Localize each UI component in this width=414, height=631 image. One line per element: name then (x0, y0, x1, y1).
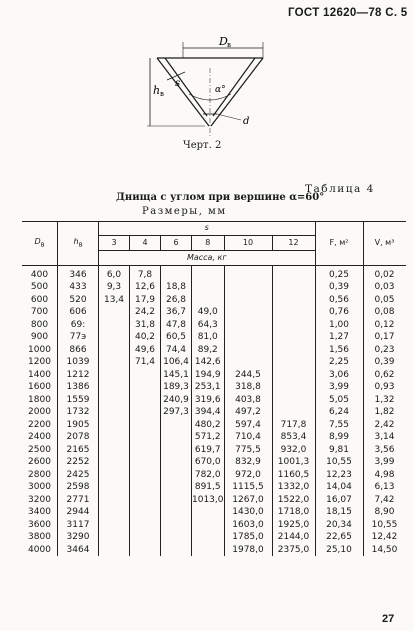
header-s-4: 4 (130, 235, 161, 250)
cell-mass (99, 469, 130, 482)
cell-mass: 142,6 (192, 356, 225, 369)
cell-mass (161, 444, 192, 457)
cell-mass: 12,6 (130, 281, 161, 294)
table-row (22, 506, 406, 519)
cell-mass: 497,2 (224, 406, 272, 419)
cell-hb: 520 (58, 294, 99, 307)
header-s: s (99, 222, 316, 236)
cell-mass (130, 419, 161, 432)
cell-mass (161, 469, 192, 482)
cell-mass (192, 281, 225, 294)
cell-mass (224, 281, 272, 294)
cell-mass (161, 419, 192, 432)
cell-f: 3,99 (315, 381, 363, 394)
cell-db: 600 (30, 294, 49, 305)
cell-mass: 619,7 (192, 444, 225, 457)
cell-v: 1,82 (363, 406, 406, 419)
cell-mass (272, 356, 315, 369)
cell-mass: 319,6 (192, 394, 225, 407)
cell-mass (130, 369, 161, 382)
cell-mass: 74,4 (161, 344, 192, 357)
cell-mass: 1160,5 (272, 469, 315, 482)
cell-f: 5,05 (315, 394, 363, 407)
cell-mass (272, 306, 315, 319)
cell-mass: 853,4 (272, 431, 315, 444)
cell-v: 0,93 (363, 381, 406, 394)
cell-mass (192, 519, 225, 532)
cell-mass (99, 369, 130, 382)
cell-mass (192, 294, 225, 307)
cell-db: 4000 (28, 544, 51, 555)
cell-mass: 891,5 (192, 481, 225, 494)
document-reference: ГОСТ 12620—78 С. 5 (288, 7, 408, 19)
cell-mass: 480,2 (192, 419, 225, 432)
cell-mass: 13,4 (99, 294, 130, 307)
cell-hb: 3117 (58, 519, 99, 532)
cell-hb: 1386 (58, 381, 99, 394)
cell-f: 3,06 (315, 369, 363, 382)
cell-mass: 775,5 (224, 444, 272, 457)
cell-v: 0,05 (363, 294, 406, 307)
cell-mass (130, 506, 161, 519)
cell-hb: 346 (58, 265, 99, 281)
cell-mass: 145,1 (161, 369, 192, 382)
cell-f: 12,23 (315, 469, 363, 482)
cell-mass: 26,8 (161, 294, 192, 307)
cell-mass: 9,3 (99, 281, 130, 294)
cell-v: 14,50 (363, 544, 406, 557)
cell-mass: 1115,5 (224, 481, 272, 494)
cell-db: 3000 (28, 482, 51, 493)
cell-hb: 1559 (58, 394, 99, 407)
cell-mass: 17,9 (130, 294, 161, 307)
cell-f: 0,76 (315, 306, 363, 319)
cell-db: 800 (30, 319, 49, 330)
cell-mass: 932,0 (272, 444, 315, 457)
cell-db: 400 (30, 269, 49, 280)
cell-mass (99, 381, 130, 394)
cell-mass (224, 331, 272, 344)
cell-mass: 194,9 (192, 369, 225, 382)
cell-mass (130, 444, 161, 457)
cell-mass (224, 294, 272, 307)
table-row (22, 319, 406, 332)
cell-mass (272, 344, 315, 357)
cell-f: 9,81 (315, 444, 363, 457)
cell-mass: 1925,0 (272, 519, 315, 532)
cell-mass: 972,0 (224, 469, 272, 482)
cell-db: 1800 (28, 394, 51, 405)
cell-v: 0,39 (363, 356, 406, 369)
cell-mass: 571,2 (192, 431, 225, 444)
header-hb: $h_в$ (58, 222, 99, 266)
table-row (22, 306, 406, 319)
table-row (22, 531, 406, 544)
cell-v: 7,42 (363, 494, 406, 507)
cell-mass (224, 356, 272, 369)
table-row (22, 294, 406, 307)
cell-mass: 1430,0 (224, 506, 272, 519)
cell-v: 0,03 (363, 281, 406, 294)
cell-v: 1,32 (363, 394, 406, 407)
header-s-6: 6 (161, 235, 192, 250)
cell-hb: 69: (58, 319, 99, 332)
cell-f: 25,10 (315, 544, 363, 557)
table-row (22, 431, 406, 444)
cell-mass (161, 531, 192, 544)
cell-mass: 31,8 (130, 319, 161, 332)
cell-db: 900 (30, 332, 49, 343)
cell-db: 1400 (28, 369, 51, 380)
table-row (22, 331, 406, 344)
cell-v: 3,99 (363, 456, 406, 469)
header-s-10: 10 (224, 235, 272, 250)
cell-hb: 2078 (58, 431, 99, 444)
cell-hb: 433 (58, 281, 99, 294)
table-row (22, 519, 406, 532)
cell-v: 0,17 (363, 331, 406, 344)
cell-hb: 1039 (58, 356, 99, 369)
table-row (22, 494, 406, 507)
figure-caption: Черт. 2 (183, 140, 222, 151)
page-number: 27 (382, 613, 395, 625)
cell-mass (99, 544, 130, 557)
cell-mass: 47,8 (161, 319, 192, 332)
cell-mass (99, 506, 130, 519)
cell-f: 14,04 (315, 481, 363, 494)
cell-mass: 24,2 (130, 306, 161, 319)
cell-mass (161, 431, 192, 444)
table-row (22, 381, 406, 394)
cell-mass (130, 481, 161, 494)
table-row (22, 356, 406, 369)
cell-v: 0,08 (363, 306, 406, 319)
dimensions-table (22, 221, 406, 556)
cell-hb: 866 (58, 344, 99, 357)
dim-label-bottom: d (243, 116, 250, 127)
cell-mass: 240,9 (161, 394, 192, 407)
cell-db: 3400 (28, 507, 51, 518)
cell-mass: 2144,0 (272, 531, 315, 544)
cell-mass (130, 406, 161, 419)
table-row (22, 406, 406, 419)
cell-mass (130, 494, 161, 507)
cell-f: 16,07 (315, 494, 363, 507)
cell-mass: 49,0 (192, 306, 225, 319)
cell-f: 0,56 (315, 294, 363, 307)
cell-v: 2,42 (363, 419, 406, 432)
cell-hb: 3290 (58, 531, 99, 544)
cell-mass: 106,4 (161, 356, 192, 369)
cell-v: 0,12 (363, 319, 406, 332)
cell-mass: 2375,0 (272, 544, 315, 557)
cell-mass (192, 531, 225, 544)
cell-mass: 1001,3 (272, 456, 315, 469)
cell-mass (272, 406, 315, 419)
cell-mass: 394,4 (192, 406, 225, 419)
cell-mass (99, 519, 130, 532)
cell-f: 1,56 (315, 344, 363, 357)
cell-mass (130, 544, 161, 557)
cell-v: 6,13 (363, 481, 406, 494)
cell-mass (272, 265, 315, 281)
cell-hb: 2598 (58, 481, 99, 494)
cell-mass: 832,9 (224, 456, 272, 469)
cell-mass: 1785,0 (224, 531, 272, 544)
cell-f: 0,25 (315, 265, 363, 281)
dim-label-d: D (219, 35, 228, 48)
cell-mass (130, 519, 161, 532)
cell-mass (99, 344, 130, 357)
cell-f: 18,15 (315, 506, 363, 519)
cell-mass (99, 406, 130, 419)
table-row (22, 481, 406, 494)
header-mass: Масса, кг (99, 250, 316, 265)
dim-label-angle: α° (215, 85, 226, 95)
dim-label-h-sub: в (160, 90, 164, 98)
cell-mass (99, 394, 130, 407)
cell-mass (192, 506, 225, 519)
cell-mass (224, 344, 272, 357)
cell-v: 3,56 (363, 444, 406, 457)
cell-mass (99, 331, 130, 344)
cell-mass (99, 431, 130, 444)
cell-mass: 717,8 (272, 419, 315, 432)
cell-mass: 403,8 (224, 394, 272, 407)
cell-hb: 2425 (58, 469, 99, 482)
cell-db: 700 (30, 307, 49, 318)
cell-mass (99, 456, 130, 469)
cell-mass: 18,8 (161, 281, 192, 294)
cell-mass: 710,4 (224, 431, 272, 444)
cell-db: 3800 (28, 532, 51, 543)
cell-hb: 2944 (58, 506, 99, 519)
cell-mass: 253,1 (192, 381, 225, 394)
cell-mass (224, 265, 272, 281)
cell-mass (99, 444, 130, 457)
cell-mass: 1332,0 (272, 481, 315, 494)
header-f: F, м² (315, 222, 363, 266)
cell-mass: 60,5 (161, 331, 192, 344)
header-v: V, м³ (363, 222, 406, 266)
cell-mass: 71,4 (130, 356, 161, 369)
cell-hb: 1732 (58, 406, 99, 419)
cell-f: 22,65 (315, 531, 363, 544)
cell-mass (224, 319, 272, 332)
cell-mass: 6,0 (99, 265, 130, 281)
cell-f: 8,99 (315, 431, 363, 444)
table-row (22, 369, 406, 382)
cell-f: 2,25 (315, 356, 363, 369)
cell-mass (161, 265, 192, 281)
cell-db: 2200 (28, 419, 51, 430)
cell-v: 8,90 (363, 506, 406, 519)
cell-db: 2600 (28, 457, 51, 468)
cell-f: 7,55 (315, 419, 363, 432)
cell-mass (272, 319, 315, 332)
cell-hb: 3464 (58, 544, 99, 557)
cell-mass (99, 531, 130, 544)
cell-f: 6,24 (315, 406, 363, 419)
cell-mass (161, 494, 192, 507)
table-row (22, 544, 406, 557)
cell-mass: 597,4 (224, 419, 272, 432)
cell-mass (161, 481, 192, 494)
cell-mass (130, 469, 161, 482)
table-row (22, 469, 406, 482)
cell-mass (130, 456, 161, 469)
cell-mass: 1978,0 (224, 544, 272, 557)
dim-label-s: s (175, 78, 181, 89)
cell-mass: 318,8 (224, 381, 272, 394)
header-s-3: 3 (99, 235, 130, 250)
cell-mass (99, 494, 130, 507)
dim-label-h: h (153, 84, 161, 97)
cell-mass: 40,2 (130, 331, 161, 344)
cell-mass (161, 519, 192, 532)
cell-mass (272, 394, 315, 407)
cell-mass (161, 456, 192, 469)
cell-mass (192, 544, 225, 557)
table-row (22, 265, 406, 281)
table-row (22, 444, 406, 457)
cell-mass: 189,3 (161, 381, 192, 394)
cell-hb: 1905 (58, 419, 99, 432)
cell-v: 10,55 (363, 519, 406, 532)
cell-mass (130, 531, 161, 544)
cell-mass (224, 306, 272, 319)
cell-f: 0,39 (315, 281, 363, 294)
cell-mass: 81,0 (192, 331, 225, 344)
cell-db: 500 (30, 282, 49, 293)
cell-db: 2000 (28, 407, 51, 418)
cell-mass (272, 331, 315, 344)
cell-mass (130, 394, 161, 407)
header-s-8: 8 (192, 235, 225, 250)
cell-mass: 670,0 (192, 456, 225, 469)
table-row (22, 394, 406, 407)
cell-mass: 36,7 (161, 306, 192, 319)
cell-mass (99, 319, 130, 332)
cell-mass (130, 381, 161, 394)
cell-mass (272, 381, 315, 394)
cell-mass: 1013,0 (192, 494, 224, 505)
table-subtitle: Размеры, мм (142, 206, 227, 217)
cell-v: 0,02 (363, 265, 406, 281)
table-title: Днища с углом при вершине α=60° (116, 192, 325, 203)
cell-mass: 1603,0 (224, 519, 272, 532)
cell-db: 3200 (28, 494, 51, 505)
cell-db: 1600 (28, 382, 51, 393)
table-number: Таблица 4 (305, 183, 375, 195)
cell-f: 20,34 (315, 519, 363, 532)
cell-db: 3600 (28, 519, 51, 530)
cell-mass (272, 281, 315, 294)
table-row (22, 456, 406, 469)
cell-hb: 1212 (58, 369, 99, 382)
cell-db: 2400 (28, 432, 51, 443)
table-row (22, 419, 406, 432)
cell-hb: 2252 (58, 456, 99, 469)
dim-label-d-sub: в (227, 41, 231, 49)
cell-mass: 64,3 (192, 319, 225, 332)
cell-mass (130, 431, 161, 444)
cell-mass: 7,8 (130, 265, 161, 281)
cell-v: 12,42 (363, 531, 406, 544)
cell-f: 10,55 (315, 456, 363, 469)
cell-mass (161, 544, 192, 557)
cell-mass: 244,5 (224, 369, 272, 382)
cell-mass: 89,2 (192, 344, 225, 357)
cell-v: 0,62 (363, 369, 406, 382)
cell-db: 2800 (28, 469, 51, 480)
cell-v: 4,98 (363, 469, 406, 482)
cell-mass: 297,3 (161, 406, 192, 419)
header-db: $D_в$ (22, 222, 58, 266)
cell-f: 1,00 (315, 319, 363, 332)
table-row (22, 344, 406, 357)
cell-mass (272, 294, 315, 307)
cell-mass: 1522,0 (272, 494, 315, 507)
cell-mass (99, 481, 130, 494)
cell-hb: 606 (58, 306, 99, 319)
cell-mass (99, 306, 130, 319)
cell-mass (99, 419, 130, 432)
cell-mass: 1267,0 (224, 494, 272, 507)
cell-mass (99, 356, 130, 369)
table-row (22, 281, 406, 294)
cone-head-drawing (145, 28, 285, 140)
cell-mass (161, 506, 192, 519)
cell-mass: 782,0 (192, 469, 225, 482)
cell-db: 1000 (28, 344, 51, 355)
cell-mass: 49,6 (130, 344, 161, 357)
cell-hb: 77э (58, 331, 99, 344)
cell-hb: 2165 (58, 444, 99, 457)
cell-v: 0,23 (363, 344, 406, 357)
cell-v: 3,14 (363, 431, 406, 444)
cell-mass (192, 265, 225, 281)
cell-f: 1,27 (315, 331, 363, 344)
cell-hb: 2771 (58, 494, 99, 507)
cell-mass (272, 369, 315, 382)
cell-db: 2500 (28, 444, 51, 455)
cell-db: 1200 (28, 357, 51, 368)
cell-mass: 1718,0 (272, 506, 315, 519)
header-s-12: 12 (272, 235, 315, 250)
